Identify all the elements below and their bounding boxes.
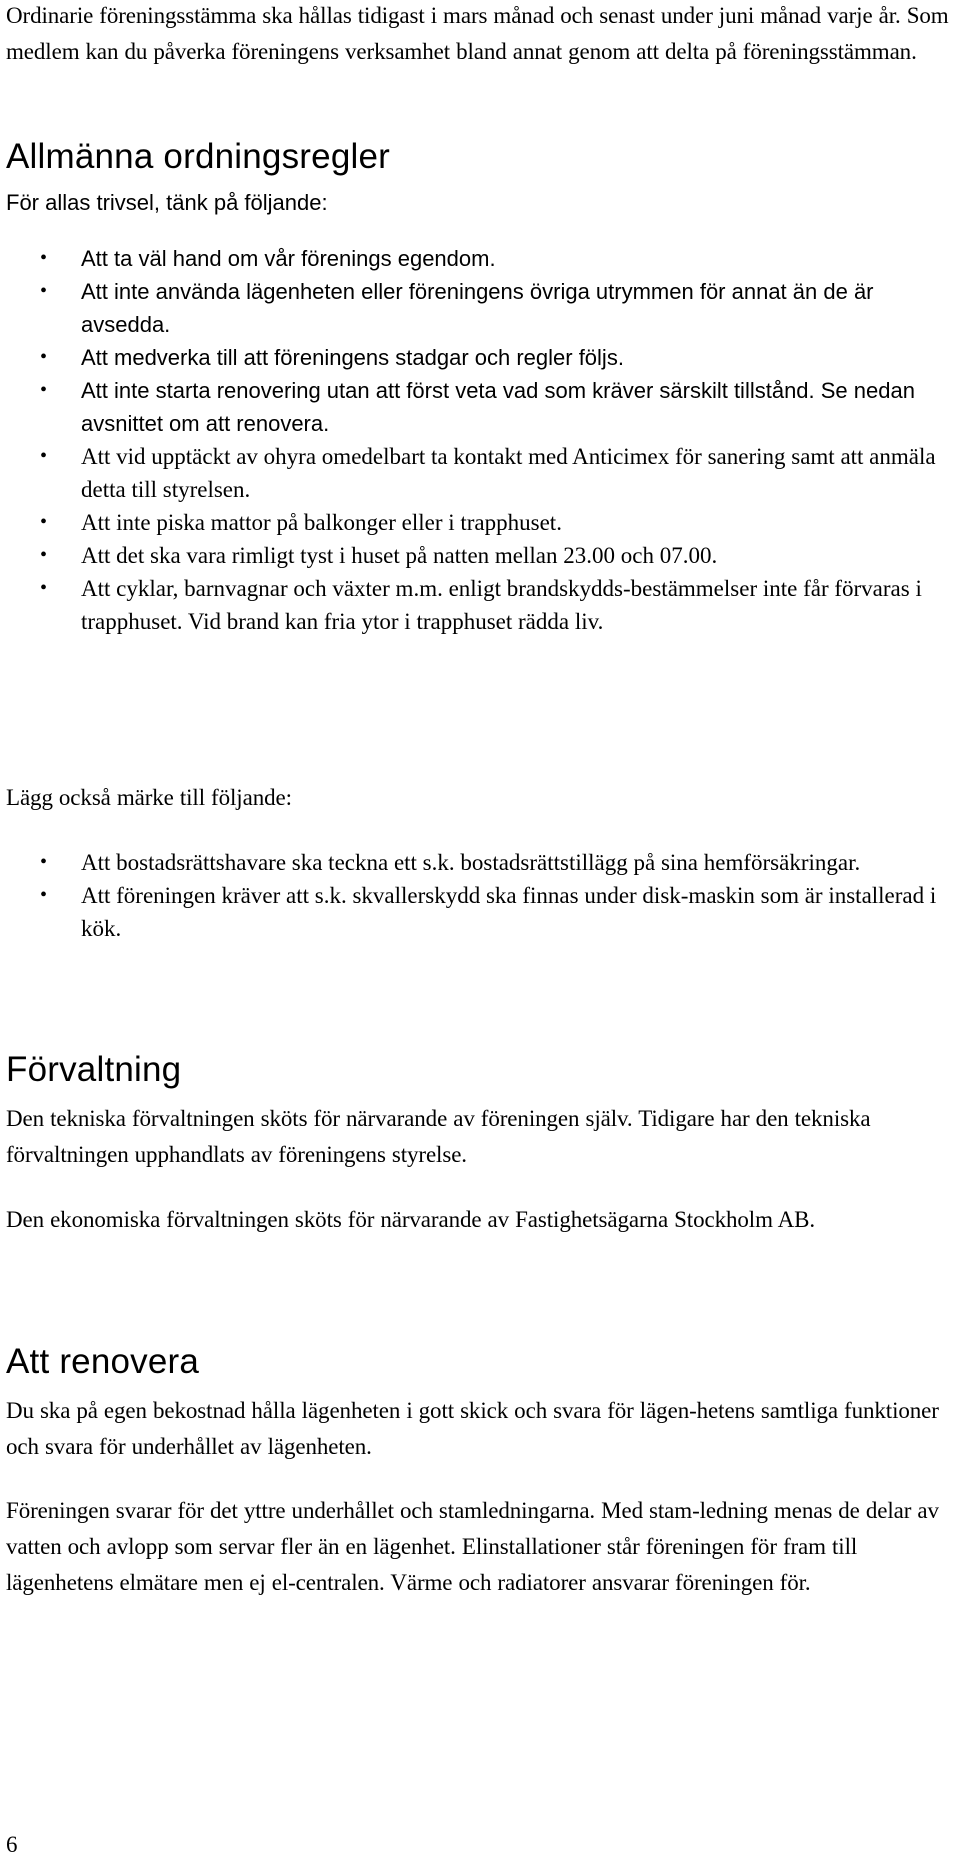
bullet-dot-icon: • xyxy=(40,346,48,368)
bullet-dot-icon: • xyxy=(40,851,48,873)
list-item: • Att vid upptäckt av ohyra omedelbart ta kontakt med Anticimex för sanering samt att anmäla detta till styrelsen. xyxy=(6,440,951,506)
bullet-dot-icon: • xyxy=(40,884,48,906)
page-number: 6 xyxy=(6,1832,18,1857)
list-item: • Att föreningen kräver att s.k. skvallerskydd ska finnas under disk-maskin som är installerad i kök. xyxy=(6,879,951,945)
list-item: • Att inte använda lägenheten eller föreningens övriga utrymmen för annat än de är avsedda. xyxy=(6,275,951,341)
list-item: • Att inte starta renovering utan att först veta vad som kräver särskilt tillstånd. Se nedan avsnittet om att renovera. xyxy=(6,374,951,440)
forvaltning-paragraph-1: Den tekniska förvaltningen sköts för närvarande av föreningen själv. Tidigare har den tekniska förvaltningen upphandlats av föreningens styrelse. xyxy=(6,1106,871,1167)
list-item: • Att ta väl hand om vår förenings egendom. xyxy=(6,242,951,275)
list-item: • Att medverka till att föreningens stadgar och regler följs. xyxy=(6,341,951,374)
list-item: • Att inte piska mattor på balkonger eller i trapphuset. xyxy=(6,506,951,539)
bullet-dot-icon: • xyxy=(40,247,48,269)
bullet-dot-icon: • xyxy=(40,445,48,467)
ordningsregler-lead: För allas trivsel, tänk på följande: xyxy=(6,190,328,215)
bullet-dot-icon: • xyxy=(40,511,48,533)
bullet-dot-icon: • xyxy=(40,577,48,599)
renovera-paragraph-2: Föreningen svarar för det yttre underhållet och stamledningarna. Med stam-ledning menas de delar av vatten och avlopp som servar fler än en lägenhet. Elinstallationer står föreningen för fram till lägenhetens elmätare men ej el-centralen. Värme och radiatorer ansvarar föreningen för. xyxy=(6,1498,939,1595)
also-lead: Lägg också märke till följande: xyxy=(6,785,292,810)
section-title-ordningsregler: Allmänna ordningsregler xyxy=(6,137,390,176)
also-list xyxy=(6,846,951,945)
intro-paragraph xyxy=(6,0,951,70)
section-title-renovera: Att renovera xyxy=(6,1342,200,1381)
bullet-dot-icon: • xyxy=(40,379,48,401)
list-item: • Att bostadsrättshavare ska teckna ett s.k. bostadsrättstillägg på sina hemförsäkringar. xyxy=(6,846,951,879)
ordningsregler-list xyxy=(6,242,951,638)
bullet-dot-icon: • xyxy=(40,544,48,566)
forvaltning-paragraph-2: Den ekonomiska förvaltningen sköts för närvarande av Fastighetsägarna Stockholm AB. xyxy=(6,1207,816,1232)
list-item: • Att cyklar, barnvagnar och växter m.m. enligt brandskydds-bestämmelser inte får förvaras i trapphuset. Vid brand kan fria ytor i trapphuset rädda liv. xyxy=(6,572,951,638)
section-title-forvaltning: Förvaltning xyxy=(6,1050,182,1089)
bullet-dot-icon: • xyxy=(40,280,48,302)
intro-text: Ordinarie föreningsstämma ska hållas tidigast i mars månad och senast under juni månad varje år. Som medlem kan du påverka föreningens verksamhet bland annat genom att delta på föreningsstämman. xyxy=(6,3,949,64)
list-item: • Att det ska vara rimligt tyst i huset på natten mellan 23.00 och 07.00. xyxy=(6,539,951,572)
renovera-paragraph-1: Du ska på egen bekostnad hålla lägenheten i gott skick och svara för lägen-hetens samtliga funktioner och svara för underhållet av lägenheten. xyxy=(6,1398,939,1459)
